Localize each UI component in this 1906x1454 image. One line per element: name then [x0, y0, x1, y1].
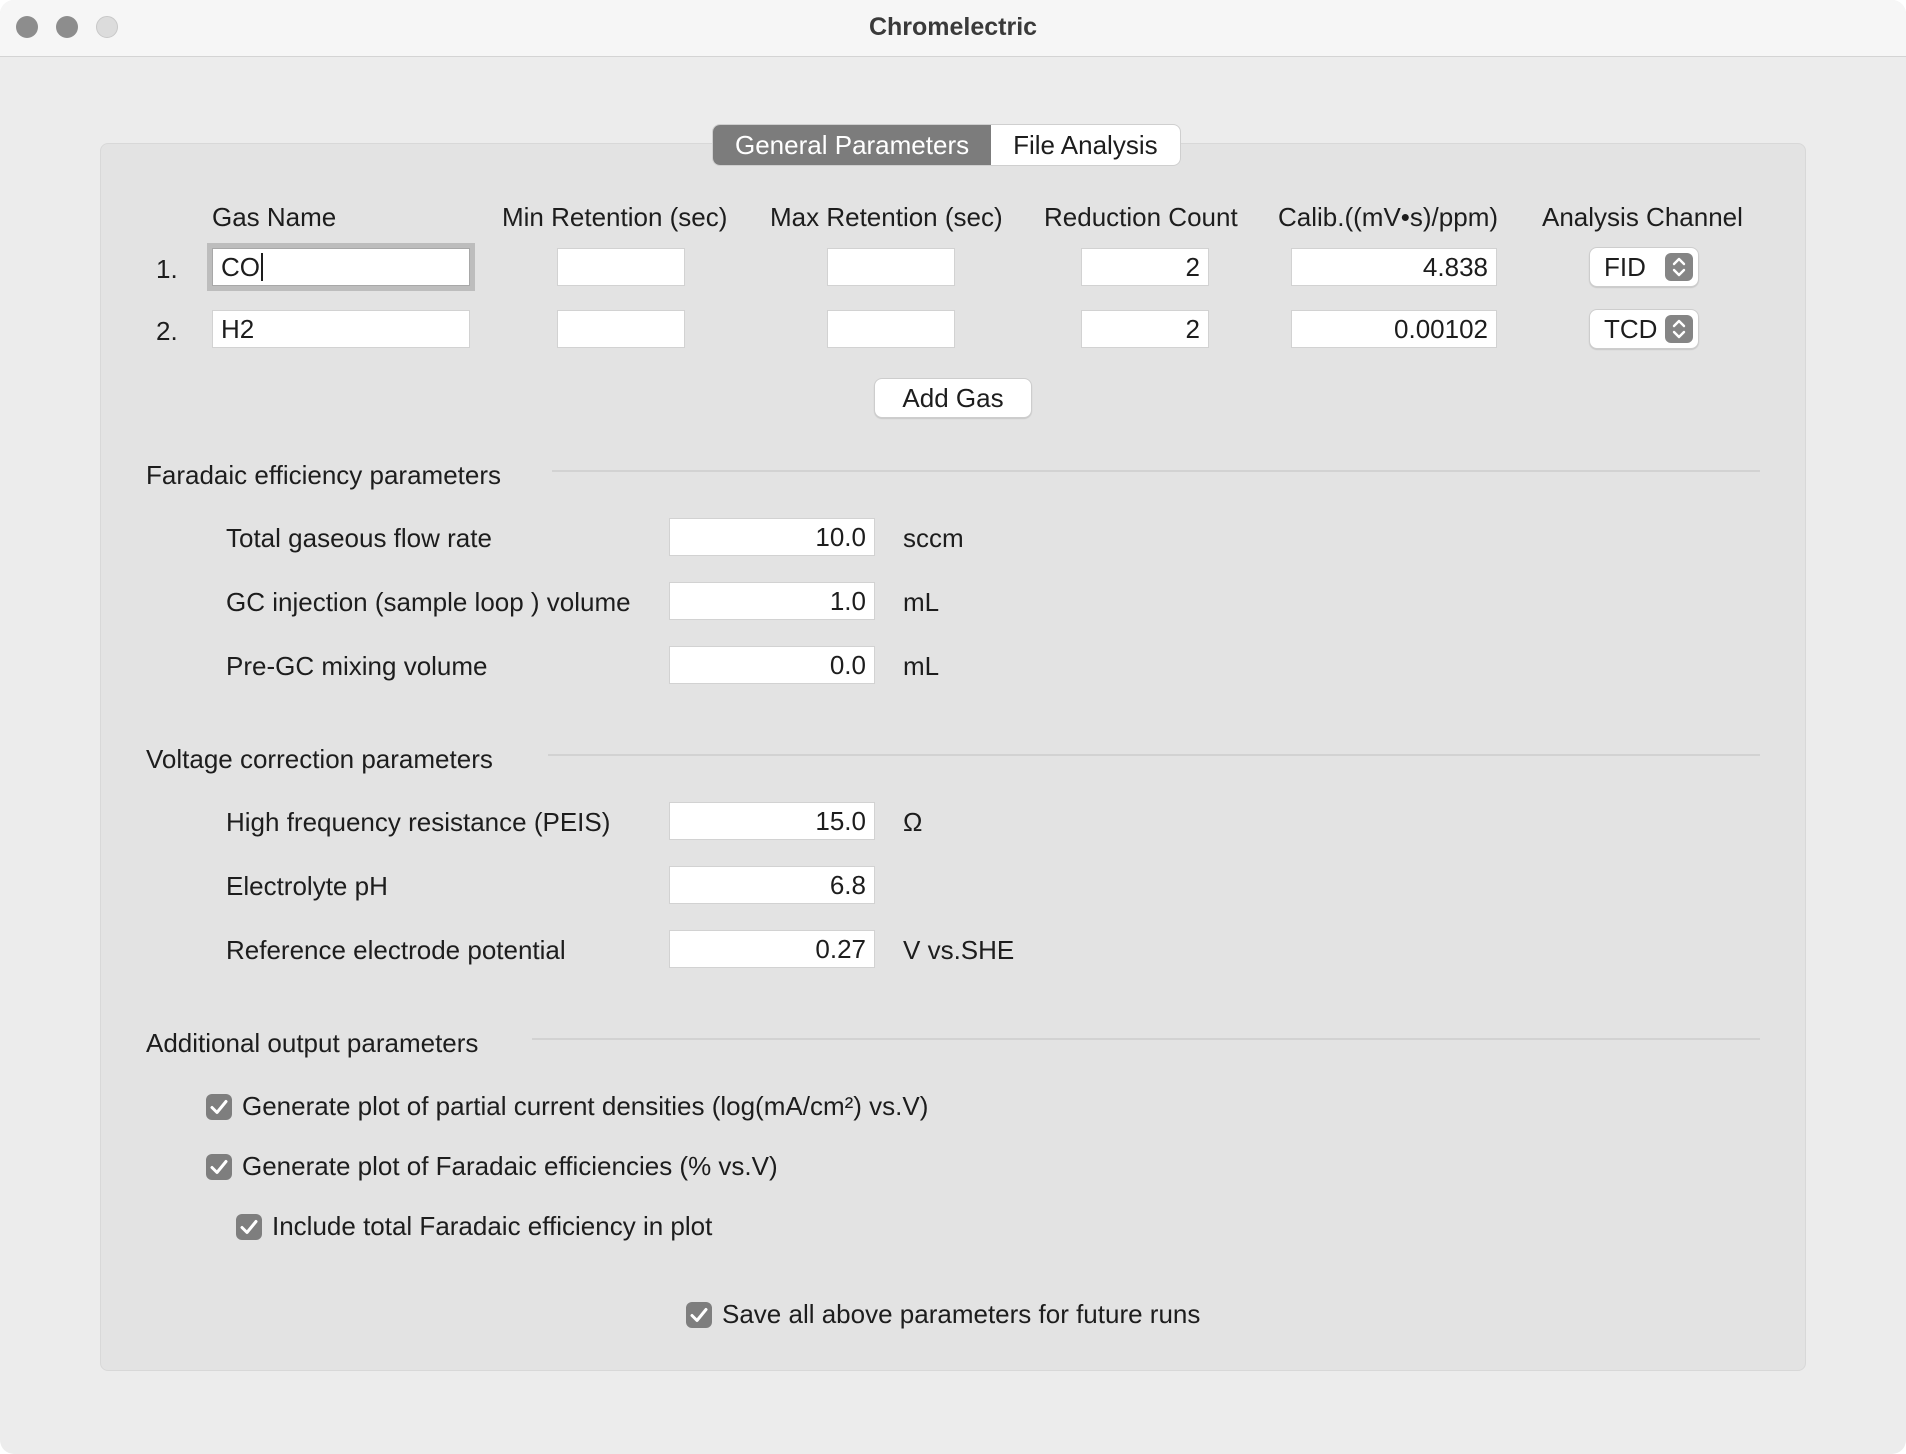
- header-calibration: Calib.((mV•s)/ppm): [1278, 202, 1499, 232]
- min-retention-input[interactable]: [557, 248, 685, 286]
- tab-file-analysis[interactable]: File Analysis: [1013, 130, 1158, 160]
- save-parameters-label: Save all above parameters for future runs: [722, 1299, 1201, 1329]
- injection-volume-input[interactable]: 1.0: [669, 582, 875, 620]
- faradaic-plot-option[interactable]: [206, 1151, 778, 1182]
- total-faradaic-option[interactable]: [236, 1211, 712, 1242]
- text-cursor: [261, 253, 263, 281]
- chevron-up-down-icon: [1665, 253, 1693, 281]
- hfr-input[interactable]: 15.0: [669, 802, 875, 840]
- injection-volume-unit: mL: [903, 587, 940, 617]
- chevron-up-down-icon: [1665, 315, 1693, 343]
- electrolyte-ph-input[interactable]: 6.8: [669, 866, 875, 904]
- checkbox-checked-icon[interactable]: [206, 1154, 232, 1180]
- output-section-title: Additional output parameters: [146, 1028, 479, 1058]
- max-retention-input[interactable]: [827, 248, 955, 286]
- partial-current-plot-option[interactable]: [206, 1091, 928, 1122]
- header-analysis-channel: Analysis Channel: [1542, 202, 1743, 232]
- flow-rate-unit: sccm: [903, 523, 964, 553]
- max-retention-input[interactable]: [827, 310, 955, 348]
- analysis-channel-value: FID: [1604, 252, 1646, 282]
- header-min-retention: Min Retention (sec): [502, 202, 728, 232]
- faradaic-section-title: Faradaic efficiency parameters: [146, 460, 502, 490]
- reference-potential-input[interactable]: 0.27: [669, 930, 875, 968]
- injection-volume-label: GC injection (sample loop ) volume: [226, 587, 631, 617]
- calibration-input[interactable]: 0.00102: [1291, 310, 1497, 348]
- row-number: 2.: [156, 316, 178, 346]
- mixing-volume-unit: mL: [903, 651, 940, 681]
- checkbox-checked-icon[interactable]: [236, 1214, 262, 1240]
- analysis-channel-select[interactable]: [1589, 247, 1699, 287]
- save-parameters-option[interactable]: [686, 1299, 1200, 1330]
- title-bar: [0, 0, 1906, 57]
- mixing-volume-label: Pre-GC mixing volume: [226, 651, 488, 681]
- section-divider: [532, 1038, 1760, 1040]
- checkbox-checked-icon[interactable]: [686, 1302, 712, 1328]
- tab-general-parameters[interactable]: General Parameters: [713, 125, 991, 165]
- reference-potential-label: Reference electrode potential: [226, 935, 566, 965]
- header-reduction-count: Reduction Count: [1044, 202, 1238, 232]
- gas-name-input[interactable]: CO: [212, 248, 470, 286]
- section-divider: [548, 754, 1760, 756]
- hfr-unit: Ω: [903, 807, 923, 837]
- partial-current-plot-label: Generate plot of partial current densities (log(mA/cm²) vs.V): [242, 1091, 929, 1121]
- analysis-channel-value: TCD: [1604, 314, 1658, 344]
- flow-rate-input[interactable]: 10.0: [669, 518, 875, 556]
- faradaic-plot-label: Generate plot of Faradaic efficiencies (% vs.V): [242, 1151, 778, 1181]
- mixing-volume-input[interactable]: 0.0: [669, 646, 875, 684]
- calibration-input[interactable]: 4.838: [1291, 248, 1497, 286]
- checkbox-checked-icon[interactable]: [206, 1094, 232, 1120]
- hfr-label: High frequency resistance (PEIS): [226, 807, 611, 837]
- row-number: 1.: [156, 254, 178, 284]
- electrolyte-ph-label: Electrolyte pH: [226, 871, 388, 901]
- add-gas-button[interactable]: Add Gas: [874, 378, 1032, 418]
- reduction-count-input[interactable]: 2: [1081, 310, 1209, 348]
- reference-potential-unit: V vs.SHE: [903, 935, 1015, 965]
- flow-rate-label: Total gaseous flow rate: [226, 523, 492, 553]
- header-max-retention: Max Retention (sec): [770, 202, 1003, 232]
- voltage-section-title: Voltage correction parameters: [146, 744, 493, 774]
- window-title: Chromelectric: [868, 13, 1038, 41]
- analysis-channel-select[interactable]: [1589, 309, 1699, 349]
- tab-bar: [713, 125, 1180, 165]
- total-faradaic-label: Include total Faradaic efficiency in plot: [272, 1211, 713, 1241]
- min-retention-input[interactable]: [557, 310, 685, 348]
- gas-name-input[interactable]: H2: [212, 310, 470, 348]
- reduction-count-input[interactable]: 2: [1081, 248, 1209, 286]
- section-divider: [552, 470, 1760, 472]
- header-gas-name: Gas Name: [212, 202, 337, 232]
